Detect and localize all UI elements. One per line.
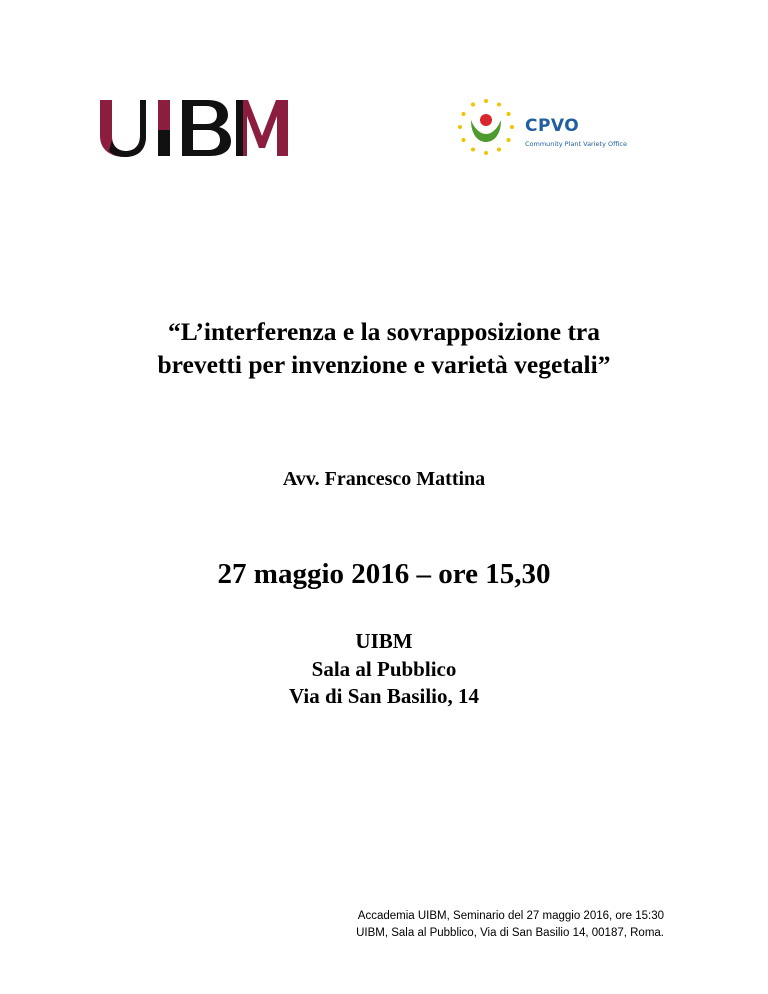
venue-line-3: Via di San Basilio, 14 (288, 684, 480, 708)
venue-line-1: UIBM (355, 629, 413, 653)
cpvo-emblem-icon (455, 96, 517, 158)
speaker-name: Avv. Francesco Mattina (282, 468, 486, 490)
cpvo-logo (455, 96, 645, 158)
venue-line-2: Sala al Pubblico (311, 656, 457, 681)
cpvo-name: CPVO (525, 116, 580, 136)
cpvo-full-name: Community Plant Variety Office (525, 140, 627, 148)
venue (84, 628, 684, 711)
uibm-logo (96, 96, 292, 160)
event-datetime: 27 maggio 2016 – ore 15,30 (217, 558, 551, 590)
footer-line-2: UIBM, Sala al Pubblico, Via di San Basilio 14, 00187, Roma. (356, 927, 664, 939)
seminar-title (84, 315, 684, 381)
title-line-2: brevetti per invenzione e varietà vegetali” (157, 350, 611, 379)
footer-line-1: Accademia UIBM, Seminario del 27 maggio 2016, ore 15:30 (357, 910, 664, 922)
footer-note (356, 908, 664, 942)
title-line-1: “L’interferenza e la sovrapposizione tra (167, 317, 601, 346)
